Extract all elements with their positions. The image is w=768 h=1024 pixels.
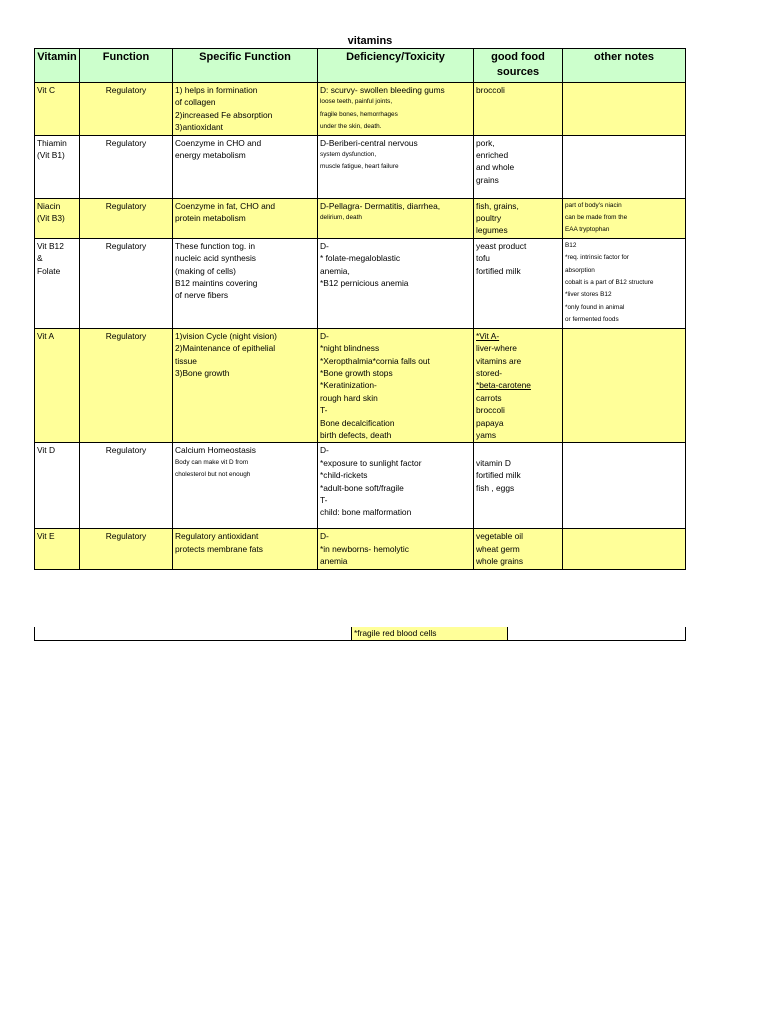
deficiency-line: D-Pellagra- Dermatitis, diarrhea, [320,200,441,211]
vitamin-name-line: & [37,253,43,264]
table-row [35,238,686,328]
cell-notes[interactable] [563,529,686,569]
specific-function-line: protein metabolism [175,213,246,224]
header-other-notes[interactable]: other notes [563,49,686,83]
food-sources-line: broccoli [476,405,505,416]
specific-function-line: Coenzyme in fat, CHO and [175,200,276,211]
cell-vitamin[interactable] [35,198,80,238]
notes-line: or fermented foods [565,316,619,324]
cell-food-sources[interactable] [474,135,563,198]
cell-function[interactable]: Regulatory [80,198,173,238]
deficiency-line: * folate-megaloblastic [320,253,401,264]
header-good-food-sources[interactable] [474,49,563,83]
vitamin-name-line: (Vit B3) [37,213,65,224]
vitamin-name-line: Vit A [37,330,55,341]
specific-function-line: cholesterol but not enough [175,471,251,479]
cell-notes[interactable] [563,238,686,328]
specific-function-line: energy metabolism [175,150,246,161]
bottom-row [34,627,686,641]
deficiency-line: D- [320,445,329,456]
food-sources-line: fortified milk [476,265,521,276]
cell-deficiency[interactable] [318,238,474,328]
cell-deficiency[interactable] [318,443,474,529]
header-food-line1: good food [491,51,545,63]
cell-deficiency[interactable] [318,529,474,569]
notes-line: part of body's niacin [565,201,622,209]
header-deficiency-toxicity[interactable]: Deficiency/Toxicity [318,49,474,83]
bottom-row-right-border [685,627,686,640]
vitamin-name-line: Vit C [37,85,55,95]
deficiency-line: *adult-bone soft/fragile [320,482,404,493]
deficiency-line: *Bone growth stops [320,367,393,378]
deficiency-line: *exposure to sunlight factor [320,457,422,468]
cell-food-sources[interactable] [474,83,563,136]
notes-line: *only found in animal [565,303,625,311]
specific-function-line: (making of cells) [175,265,236,276]
specific-function-line: These function tog. in [175,240,256,251]
deficiency-line: D-Beriberi-central nervous [320,137,418,148]
cell-deficiency[interactable] [318,83,474,136]
cell-food-sources[interactable] [474,328,563,443]
food-sources-line: vitamins are [476,355,522,366]
bottom-row-left-border [34,627,35,640]
sheet-title: vitamins [347,35,393,47]
cell-function[interactable]: Regulatory [80,443,173,529]
deficiency-line: anemia [320,556,348,567]
table-row [35,443,686,529]
specific-function-line: 1)vision Cycle (night vision) [175,330,277,341]
food-sources-line: poultry [476,213,502,224]
specific-function-line: nucleic acid synthesis [175,253,256,264]
cell-function[interactable]: Regulatory [80,238,173,328]
table-row [35,83,686,136]
deficiency-line: under the skin, death. [320,123,382,131]
vitamin-name-line: (Vit B1) [37,150,65,161]
table-row [35,198,686,238]
deficiency-line: child: bone malformation [320,507,412,518]
food-sources-line: liver-where [476,343,517,354]
notes-line: B12 [565,241,577,249]
food-sources-line: yeast product [476,240,527,251]
cell-function[interactable]: Regulatory [80,529,173,569]
food-sources-line: broccoli [476,85,505,95]
vitamin-name-line: Niacin [37,200,61,211]
cell-function[interactable]: Regulatory [80,83,173,136]
food-sources-line: tofu [476,253,490,264]
specific-function-line: Coenzyme in CHO and [175,137,262,148]
specific-function-line: Body can make vit D from [175,458,249,466]
food-sources-line: papaya [476,417,504,428]
food-sources-line: wheat germ [476,543,520,554]
deficiency-line: *child-rickets [320,470,368,481]
food-sources-line: carrots [476,392,502,403]
table-row [35,529,686,569]
specific-function-line: 2)Maintenance of epithelial [175,343,276,354]
food-sources-line: yams [476,429,497,440]
cell-deficiency[interactable] [318,198,474,238]
specific-function-line: of collagen [175,97,216,108]
deficiency-line: *Xeropthalmia*cornia falls out [320,355,430,366]
deficiency-line: D- [320,240,329,251]
cell-specific-function[interactable] [173,83,318,136]
deficiency-line: *in newborns- hemolytic [320,543,409,554]
cell-notes[interactable] [563,135,686,198]
specific-function-line: Regulatory antioxidant [175,531,259,542]
specific-function-line: tissue [175,355,197,366]
cell-vitamin[interactable] [35,529,80,569]
cell-deficiency[interactable] [318,328,474,443]
deficiency-line: anemia, [320,265,350,276]
cell-specific-function[interactable] [173,328,318,443]
cell-specific-function[interactable] [173,443,318,529]
deficiency-line: fragile bones, hemorrhages [320,110,398,118]
notes-line: can be made from the [565,214,628,222]
cell-food-sources[interactable] [474,238,563,328]
cell-specific-function[interactable] [173,529,318,569]
specific-function-line: B12 maintins covering [175,278,258,289]
food-sources-line: *beta-carotene [476,380,531,391]
cell-notes[interactable] [563,83,686,136]
deficiency-line: T- [320,405,328,416]
deficiency-line: system dysfunction, [320,151,377,159]
cell-vitamin[interactable] [35,238,80,328]
vitamin-name-line: Vit E [37,531,55,542]
cell-food-sources[interactable] [474,529,563,569]
food-sources-line: *Vit A- [476,330,500,341]
notes-line: cobalt is a part of B12 structure [565,279,654,287]
cell-notes[interactable] [563,198,686,238]
header-food-line2: sources [496,66,540,78]
notes-line: *req. intrinsic factor for [565,254,629,262]
header-specific-function[interactable]: Specific Function [173,49,318,83]
vitamin-name-line: Vit D [37,445,55,456]
cell-function[interactable]: Regulatory [80,328,173,443]
food-sources-line: whole grains [476,556,524,567]
food-sources-line [476,444,560,456]
deficiency-line: rough hard skin [320,392,378,403]
deficiency-line: muscle fatigue, heart failure [320,163,399,171]
vitamin-name-line: Thiamin [37,137,67,148]
deficiency-line: Bone decalcification [320,417,395,428]
specific-function-line: Calcium Homeostasis [175,445,256,456]
deficiency-line: T- [320,494,328,505]
cell-notes[interactable] [563,443,686,529]
deficiency-line: *night blindness [320,343,380,354]
header-vitamin[interactable]: Vitamin [35,49,80,83]
food-sources-line: vitamin D [476,457,511,468]
cell-specific-function[interactable] [173,135,318,198]
deficiency-line: delirium, death [320,214,362,222]
cell-food-sources[interactable] [474,443,563,529]
notes-line: *liver stores B12 [565,291,612,299]
deficiency-line: birth defects, death [320,429,392,440]
specific-function-line: 3)antioxidant [175,122,223,133]
food-sources-line: fish , eggs [476,482,515,493]
table-row [35,135,686,198]
food-sources-line: fish, grains, [476,200,519,211]
food-sources-line: and whole [476,162,515,173]
specific-function-line: 2)increased Fe absorption [175,109,273,120]
deficiency-line: D- [320,330,329,341]
specific-function-line: of nerve fibers [175,290,229,301]
specific-function-line: 1) helps in formination [175,85,258,95]
cell-function[interactable]: Regulatory [80,135,173,198]
food-sources-line: stored- [476,367,503,378]
header-function[interactable]: Function [80,49,173,83]
deficiency-line: D: scurvy- swollen bleeding gums [320,85,445,95]
food-sources-line: legumes [476,225,508,236]
food-sources-line: vegetable oil [476,531,524,542]
notes-line: EAA tryptophan [565,226,610,234]
specific-function-line: protects membrane fats [175,543,263,554]
deficiency-line: *B12 pernicious anemia [320,278,409,289]
bottom-row-divider [507,627,508,640]
food-sources-line: enriched [476,150,509,161]
bottom-cell-fragile-rbc[interactable]: *fragile red blood cells [352,627,507,640]
cell-vitamin[interactable] [35,135,80,198]
vitamins-table [34,48,686,570]
cell-specific-function[interactable] [173,238,318,328]
vitamin-name-line: Vit B12 [37,240,64,251]
vitamin-name-line: Folate [37,265,61,276]
cell-vitamin[interactable] [35,328,80,443]
food-sources-line: fortified milk [476,470,521,481]
cell-deficiency[interactable] [318,135,474,198]
cell-food-sources[interactable] [474,198,563,238]
deficiency-line: loose teeth, painful joints, [320,98,393,106]
cell-specific-function[interactable] [173,198,318,238]
specific-function-line: 3)Bone growth [175,367,230,378]
deficiency-line: D- [320,531,329,542]
table-row [35,328,686,443]
food-sources-line: pork, [476,137,495,148]
cell-vitamin[interactable] [35,443,80,529]
cell-vitamin[interactable] [35,83,80,136]
deficiency-line: *Keratinization- [320,380,377,391]
notes-line: absorption [565,266,595,274]
cell-notes[interactable] [563,328,686,443]
food-sources-line: grains [476,174,499,185]
